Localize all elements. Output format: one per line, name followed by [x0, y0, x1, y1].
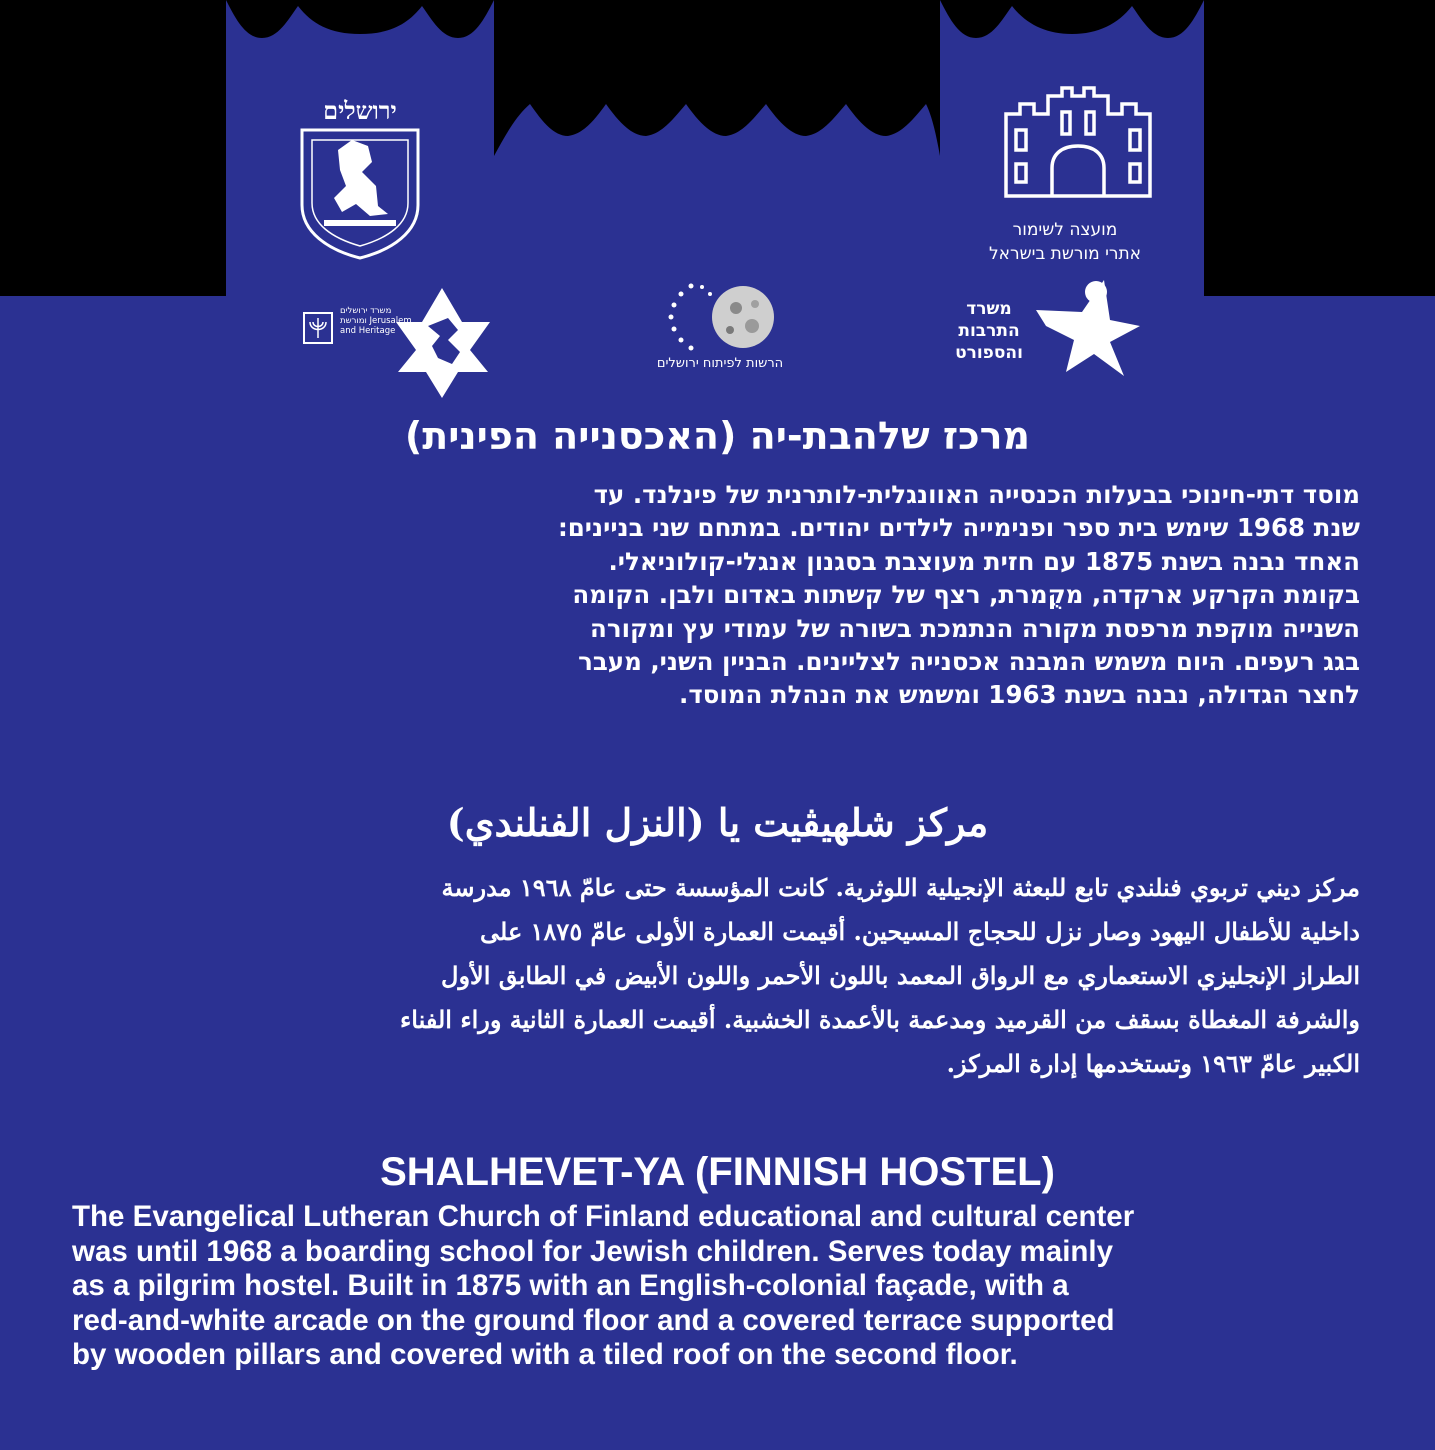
hebrew-body — [70, 478, 1360, 712]
arabic-line: داخلية للأطفال اليهود وصار نزل للحجاج المسيحين. أقيمت العمارة الأولى عامّ ١٨٧٥ على — [480, 917, 1360, 946]
ministry-jerusalem-text — [340, 306, 420, 336]
culture-ministry-line3: והספורט — [955, 343, 1023, 363]
english-line: The Evangelical Lutheran Church of Finland educational and cultural center — [72, 1200, 1135, 1233]
english-line: as a pilgrim hostel. Built in 1875 with an English-colonial façade, with a — [72, 1269, 1069, 1302]
ministry-jerusalem-line2: ומורשת Jerusalem — [340, 316, 412, 326]
english-title: SHALHEVET-YA (FINNISH HOSTEL) — [380, 1150, 1055, 1194]
culture-ministry-line1: משרד — [966, 299, 1012, 319]
heritage-council-line2: אתרי מורשת בישראל — [988, 244, 1142, 264]
arabic-body — [70, 866, 1360, 1086]
hebrew-line: השנייה מוקפת מרפסת מקורה הנתמכת בשורה של עמודי עץ ומקורה — [590, 613, 1360, 643]
arabic-line: الطراز الإنجليزي الاستعماري مع الرواق المعمد باللون الأحمر واللون الأبيض في الطابق الأول — [441, 961, 1360, 990]
arabic-line: الكبير عامّ ١٩٦٣ وتستخدمها إدارة المركز. — [946, 1049, 1360, 1078]
ministry-jerusalem-line3: and Heritage — [340, 326, 396, 336]
hebrew-line: האחד נבנה בשנת 1875 עם חזית מעוצבת בסגנון אנגלי-קולוניאלי. — [608, 546, 1360, 576]
hebrew-line: מוסד דתי-חינוכי בבעלות הכנסייה האוונגלית-לותרנית של פינלנד. עד — [593, 480, 1360, 509]
english-body — [72, 1200, 1362, 1373]
hebrew-line: לחצר הגדולה, נבנה בשנת 1963 ומשמש את הנהלת המוסד. — [679, 680, 1360, 710]
jda-logo-text: הרשות לפיתוח ירושלים — [656, 356, 784, 371]
heritage-council-line1: מועצה לשימור — [1012, 220, 1118, 240]
culture-ministry-line2: התרבות — [958, 321, 1020, 341]
arabic-title: مركز شلهيڤيت يا (النزل الفنلندي) — [446, 800, 989, 845]
hebrew-line: בקומת הקרקע ארקדה, מקֻמרת, רצף של קשתות באדום ולבן. הקומה — [572, 580, 1360, 610]
hebrew-line: שנת 1968 שימש בית ספר ופנימייה לילדים יהודים. במתחם שני בניינים: — [557, 513, 1360, 543]
ministry-jerusalem-line1: משרד ירושלים — [340, 306, 392, 316]
jerusalem-logo-text: ירושלים — [323, 96, 397, 125]
english-line: was until 1968 a boarding school for Jewish children. Serves today mainly — [72, 1234, 1114, 1268]
heritage-council-text — [960, 218, 1170, 266]
culture-ministry-text — [948, 298, 1030, 364]
english-line: by wooden pillars and covered with a tiled roof on the second floor. — [72, 1338, 1018, 1371]
english-line: red-and-white arcade on the ground floor and a covered terrace supported — [72, 1303, 1115, 1337]
hebrew-line: בגג רעפים. היום משמש המבנה אכסנייה לצליינים. הבניין השני, מעבר — [578, 647, 1360, 677]
arabic-line: والشرفة المغطاة بسقف من القرميد ومدعمة بالأعمدة الخشبية. أقيمت العمارة الثانية وراء الفناء — [400, 1005, 1360, 1034]
hebrew-title: מרכז שלהבת-יה (האכסנייה הפינית) — [404, 414, 1031, 458]
arabic-line: مركز ديني تربوي فنلندي تابع للبعثة الإنجيلية اللوثرية. كانت المؤسسة حتى عامّ ١٩٦٨ مدرسة — [441, 873, 1360, 902]
